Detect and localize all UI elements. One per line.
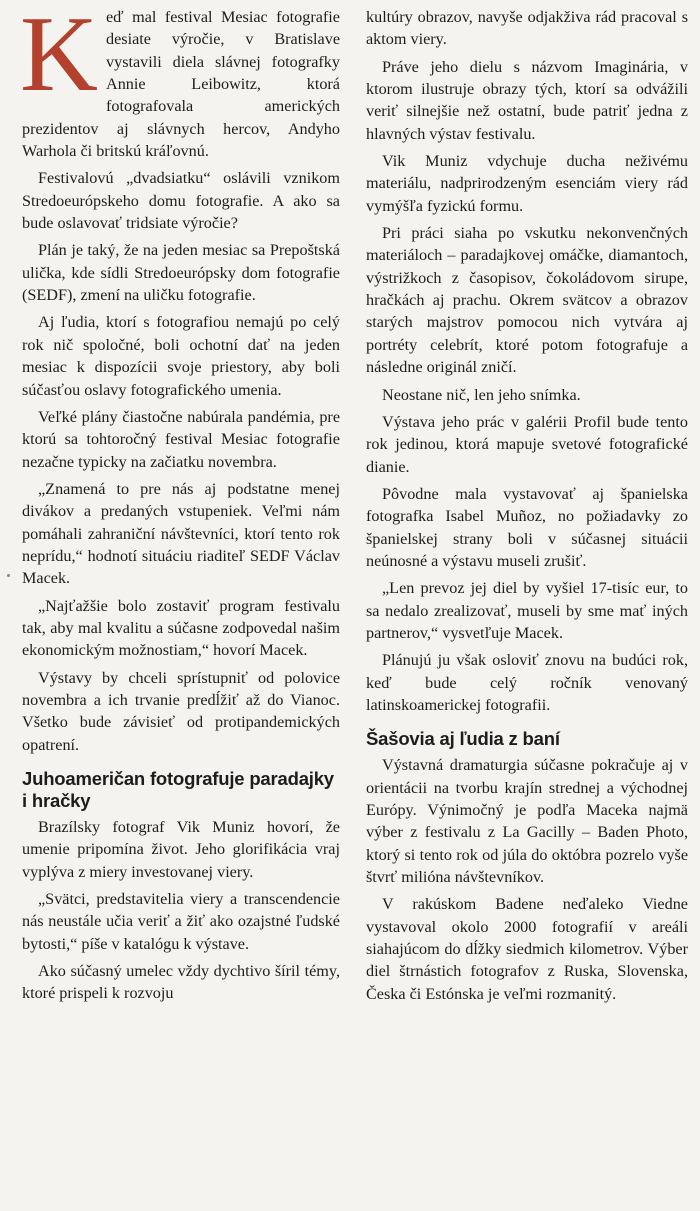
paragraph: Plán je taký, že na jeden mesiac sa Prepoštská ulička, kde sídli Stredoeurópsky dom fotografie (SEDF), zmení na uličku fotografie. xyxy=(22,241,340,305)
paragraph: Ako súčasný umelec vždy dychtivo šíril témy, ktoré prispeli k rozvoju xyxy=(22,962,340,1003)
paragraph: „Najťažšie bolo zostaviť program festivalu tak, aby mal kvalitu a súčasne zodpovedal našim ekonomickým možnostiam,“ hovorí Macek. xyxy=(22,596,340,660)
paragraph: Pôvodne mala vystavovať aj španielska fotografka Isabel Muñoz, no požiadavky zo španielskej strany boli v súčasnej situácii neúnosné a výstavu museli zrušiť. xyxy=(366,484,688,570)
paragraph: Výstavná dramaturgia súčasne pokračuje aj v orientácii na tvorbu krajín strednej a východnej Európy. Výnimočný je podľa Maceka najmä výber z festivalu z La Gacilly – Baden Photo, ktorý si tento rok od júla do októbra pozrelo vyše štvrť milióna návštevníkov. xyxy=(366,756,688,887)
paragraph: Výstava jeho prác v galérii Profil bude tento rok jedinou, ktorá mapuje svetové fotografické dianie. xyxy=(366,412,688,476)
paragraph: kultúry obrazov, navyše odjakživa rád pracoval s aktom viery. xyxy=(366,8,688,49)
paragraph: Aj ľudia, ktorí s fotografiou nemajú po celý rok nič spoločné, boli ochotní dať na jeden mesiac k dispozícii svoje priestory, aby boli súčasťou oslavy fotografického umenia. xyxy=(22,313,340,399)
paragraph: „Znamená to pre nás aj podstatne menej divákov a predaných vstupeniek. Veľmi nám pomáhali zahraniční návštevníci, ktorí tento rok neprídu,“ hodnotí situáciu riaditeľ SEDF Václav Macek. xyxy=(22,479,340,588)
paragraph: Plánujú ju však osloviť znovu na budúci rok, keď bude celý ročník venovaný latinskoamerickej fotografii. xyxy=(366,651,688,714)
paragraph: „Svätci, predstavitelia viery a transcendencie nás neustále učia veriť a žiť ako ozajstné ľudské bytosti,“ píše v katalógu k výstave. xyxy=(22,890,340,953)
paragraph: „Len prevoz jej diel by vyšiel 17-tisíc eur, to sa nedalo zrealizovať, museli by sme mať iných partnerov,“ vysvetľuje Macek. xyxy=(366,579,688,642)
paragraph: Výstavy by chceli sprístupniť od polovice novembra a ich trvanie predĺžiť až do Vianoc. Všetko bude závisieť od protipandemických opatrení. xyxy=(22,668,340,754)
paragraph: Neostane nič, len jeho snímka. xyxy=(382,385,581,404)
paragraph: V rakúskom Badene neďaleko Viedne vystavoval okolo 2000 fotografií v areáli siahajúcom do dĺžky siedmich kilometrov. Výber diel štrnástich fotografov z Ruska, Slovenska, Česka či Estónska je veľmi rozmanitý. xyxy=(366,895,688,1003)
paragraph: Vik Muniz vdychuje ducha neživému materiálu, nadprirodzeným esenciám viery rád vymýšľa fyzickú formu. xyxy=(366,152,688,215)
lead-paragraph xyxy=(20,0,340,162)
print-speck xyxy=(7,574,10,577)
subheading-sasovia: Šašovia aj ľudia z baní xyxy=(366,728,560,750)
paragraph: Festivalovú „dvadsiatku“ oslávili vznikom Stredoeurópskeho domu fotografie. A ako sa bude oslavovať tridsiate výročie? xyxy=(22,169,340,233)
lead-paragraph-text: eď mal festival Mesiac fotografie desiate výročie, v Bratislave vystavili diela slávnej fotografky Annie Leibowitz, ktorá fotografovala amerických prezidentov aj slávnych hercov, Andyho Warhola či britskú kráľovnú. xyxy=(22,8,340,161)
right-column xyxy=(366,6,688,1010)
paragraph: Pri práci siaha po vskutku nekonvenčných materiáloch – paradajkovej omáčke, diamantoch, výstrižkoch z časopisov, čokoládovom sirupe, hračkách aj prachu. Okrem svätcov a obrazov starých majstrov pomocou nich vytvára aj portréty celebrít, ktoré potom fotografuje a následne originál zničí. xyxy=(366,224,688,377)
paragraph: Brazílsky fotograf Vik Muniz hovorí, že umenie pripomína život. Jeho glorifikácia vraj vyplýva z miery investovanej viery. xyxy=(22,818,340,881)
paragraph: Veľké plány čiastočne nabúrala pandémia, pre ktorú sa tohtoročný festival Mesiac fotografie nezačne typicky na začiatku novembra. xyxy=(22,407,340,471)
left-column xyxy=(20,0,340,1010)
drop-cap-letter: K xyxy=(20,0,98,114)
subheading-juhoamerican: Juhoameričan fotografuje paradajky i hračky xyxy=(22,768,334,811)
paragraph: Práve jeho dielu s názvom Imaginária, v ktorom ilustruje obrazy tých, ktorí sa odvážili veriť silnejšie než ostatní, bude patriť jedna z hlavných výstav festivalu. xyxy=(366,57,688,143)
